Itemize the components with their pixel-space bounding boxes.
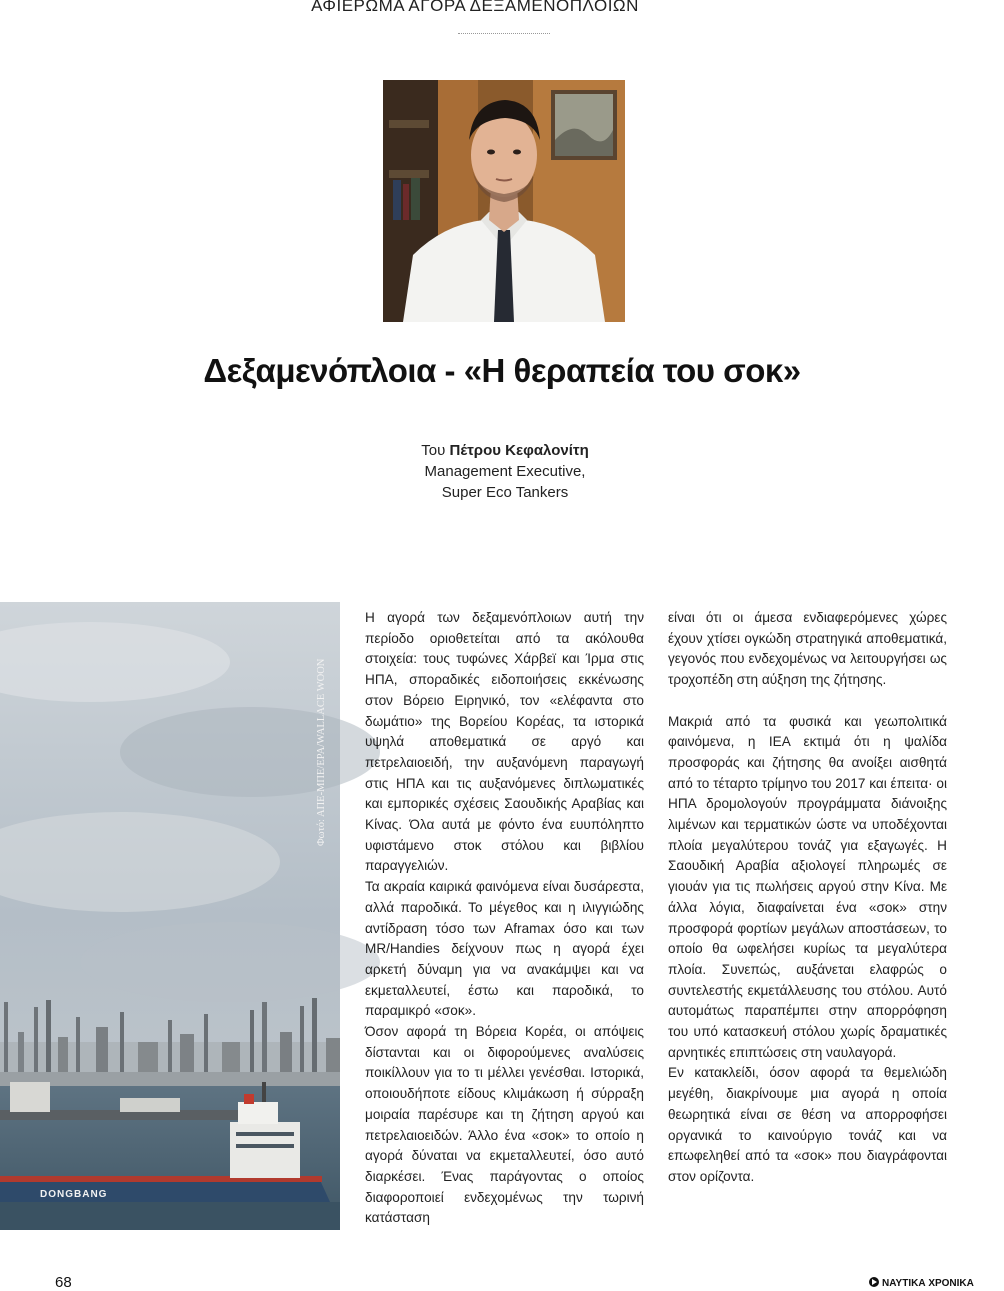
section-header: ΑΦΙΕΡΩΜΑ ΑΓΟΡΑ ΔΕΞΑΜΕΝΟΠΛΟΙΩΝ: [311, 0, 639, 15]
harbor-photo: [0, 602, 340, 1230]
photo-credit-text: [316, 826, 327, 846]
page-number: 68: [55, 1274, 72, 1291]
article-column-1: [365, 608, 644, 1229]
paragraph: Εν κατακλείδι, όσον αφορά τα θεμελιώδη μεγέθη, διακρίνουμε μια αγορά η οποία θεωρητικά είναι σε θέση να απορροφήσει οργανικά το καινούργιο τονάζ και να επωφεληθεί από τα «σοκ» που διαγράφονται στον ορίζοντα.: [668, 1065, 947, 1184]
paragraph: είναι ότι οι άμεσα ενδιαφερόμενες χώρες έχουν χτίσει ογκώδη στρατηγικά αποθεματικά, γεγονός που ενδεχομένως να λειτουργήσει ως τροχοπέδη στη αύξηση της ζήτησης.: [668, 610, 947, 688]
article-title: Δεξαμενόπλοια - «Η θεραπεία του σοκ»: [203, 352, 801, 389]
paragraph: Η αγορά των δεξαμενόπλοιων αυτή την περίοδο οριοθετείται από τα ακόλουθα στοιχεία: τους τυφώνες Χάρβεϊ και Ίρμα στις ΗΠΑ, σποραδικές ειδοποιήσεις εκκένωσης στον Βόρειο Ειρηνικό, τον «ελέφαντα στο δωμάτιο» της Βορείου Κορέας, τα ιστορικά υψηλά αποθεματικά σε αργό και πετρελαιοειδή, την αυξανόμενη παραγωγή στις ΗΠΑ και τις αυξανόμενες διπλωματικές και εμπορικές σχέσεις Σαουδικής Αραβίας και Κίνας. Όλα αυτά με φόντο ένα ευυπόληπτο υφιστάμενο στοκ στόλου και βιβλίου παραγγελιών.: [365, 610, 644, 874]
paragraph: Μακριά από τα φυσικά και γεωπολιτικά φαινόμενα, η IEA εκτιμά ότι η ψαλίδα προσφοράς και ζήτησης θα ανοίξει αισθητά από το τέταρτο τρίμηνο του 2017 και έπειτα· οι ΗΠΑ δρομολογούν προγράμματα διάνοιξης λιμένων και τερματικών ώστε να υποδέχονται πλοία μεγαλύτερου τονάζ για εξαγωγές. Η Σαουδική Αραβία αξιολογεί πληρωμές σε γιουάν για τις πωλήσεις αργού στην Κίνα. Με άλλα λόγια, διαφαίνεται ένα «σοκ» στην προσφορά φορτίων μεγάλων αποστάσεων, το οποίο θα ωφελήσει κυρίως τα μεγαλύτερα πλοία. Συνεπώς, αυξάνεται ελαφρώς ο συντελεστής εκμετάλλευσης του στόλου. Αυτό αυτομάτως παραπέμπει στην απορρόφηση του υπό κατασκευή στόλου χωρίς δραματικές αρνητικές επιπτώσεις στη ναυλαγορά.: [668, 713, 947, 1060]
brand-logo-icon: [869, 1277, 879, 1287]
footer-brand: [869, 1277, 974, 1289]
ship-name: DONGBANG: [40, 1189, 108, 1200]
author-role: Management Executive,: [424, 463, 586, 480]
photo-credit: [316, 846, 336, 866]
paragraph: Όσον αφορά τη Βόρεια Κορέα, οι απόψεις δίστανται και οι διφορούμενες αναλύσεις ποικίλλουν για το τι μέλλει γενέσθαι. Ιστορικά, οποιουδήποτε είδους κλιμάκωση ή σύρραξη μοιραία παρέσυρε και τη ζήτηση αργού και πετρελαιοειδών. Άλλο ένα «σοκ» το οποίο η αγορά δύναται να εκμεταλλευτεί, όσο αυτό διαρκέσει. Ένας παράγοντας ο οποίος διαφοροποιεί ενδεχομένως την τωρινή κατάσταση: [365, 1024, 644, 1226]
author-company: Super Eco Tankers: [441, 484, 569, 501]
article-column-2: [668, 608, 947, 1188]
author-name: Πέτρου Κεφαλονίτη: [449, 442, 589, 459]
byline-author-line: [380, 440, 630, 461]
byline: [380, 440, 630, 503]
brand-name: ΝΑΥΤΙΚΑ ΧΡΟΝΙΚΑ: [882, 1278, 974, 1289]
byline-prefix: Του: [421, 442, 446, 459]
paragraph: Τα ακραία καιρικά φαινόμενα είναι δυσάρεστα, αλλά παροδικά. Το μέγεθος και η ιλιγγιώδης αντίδραση τόσο των Aframax όσο και των MR/Handies δείχνουν πως η αγορά έχει αρκετή δύναμη για να ανακάμψει και να εκμεταλλευτεί, έστω και παροδικά, το παραμικρό «σοκ».: [365, 879, 644, 1019]
header-divider: [458, 33, 550, 34]
author-portrait: [383, 80, 625, 322]
